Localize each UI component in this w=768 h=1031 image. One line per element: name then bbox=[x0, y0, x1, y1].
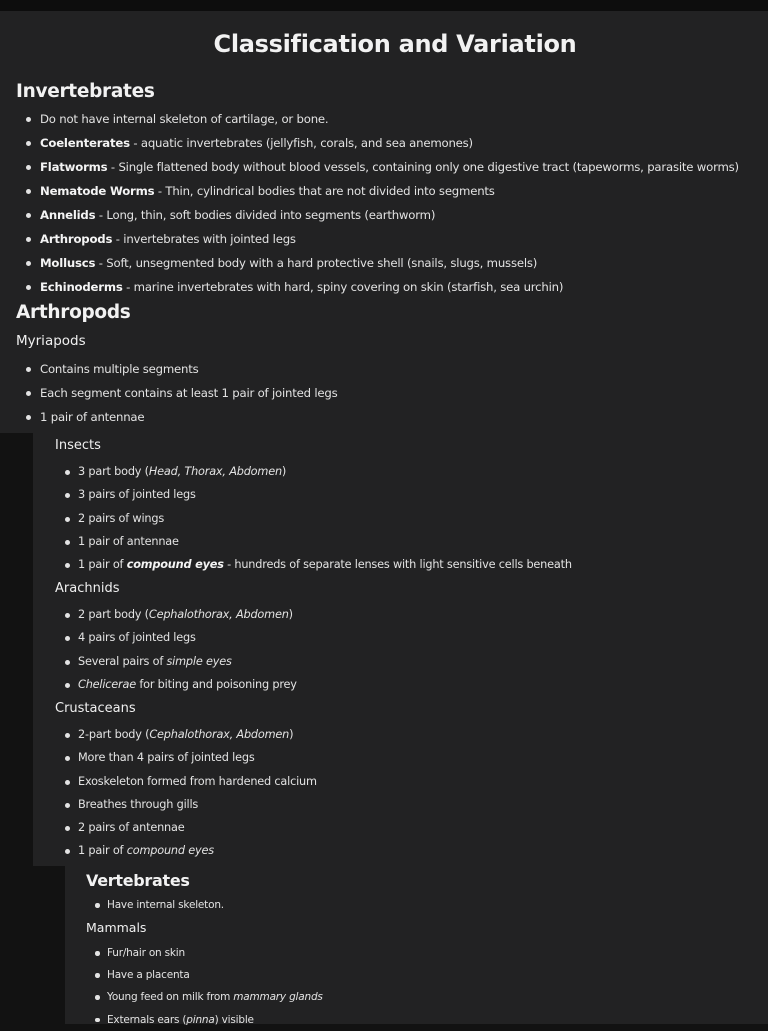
arachnids-list bbox=[0, 603, 297, 696]
list-item: Fur/hair on skin bbox=[0, 942, 323, 964]
list-item: 1 pair of antennae bbox=[0, 530, 572, 553]
vertebrates-heading: Vertebrates bbox=[86, 871, 190, 890]
list-item: Have internal skeleton. bbox=[0, 894, 224, 916]
list-item: Do not have internal skeleton of cartilage, or bone. bbox=[0, 107, 739, 131]
list-item: Exoskeleton formed from hardened calcium bbox=[0, 770, 317, 793]
myriapods-list bbox=[0, 357, 338, 429]
list-item: Nematode Worms - Thin, cylindrical bodies that are not divided into segments bbox=[0, 179, 739, 203]
crustaceans-heading: Crustaceans bbox=[55, 701, 136, 716]
list-item: 2 pairs of antennae bbox=[0, 816, 317, 839]
invertebrates-heading: Invertebrates bbox=[16, 81, 155, 102]
list-item: Echinoderms - marine invertebrates with hard, spiny covering on skin (starfish, sea urchin) bbox=[0, 275, 739, 299]
list-item: Breathes through gills bbox=[0, 793, 317, 816]
page-title: Classification and Variation bbox=[213, 30, 577, 58]
arachnids-heading: Arachnids bbox=[55, 581, 120, 596]
list-item: Young feed on milk from mammary glands bbox=[0, 986, 323, 1008]
insects-list bbox=[0, 460, 572, 576]
list-item: Flatworms - Single flattened body without blood vessels, containing only one digestive tract (tapeworms, parasite worms) bbox=[0, 155, 739, 179]
invertebrates-list bbox=[0, 107, 739, 299]
crustaceans-list bbox=[0, 723, 317, 863]
list-item: Coelenterates - aquatic invertebrates (jellyfish, corals, and sea anemones) bbox=[0, 131, 739, 155]
list-item: Molluscs - Soft, unsegmented body with a hard protective shell (snails, slugs, mussels) bbox=[0, 251, 739, 275]
list-item: 3 part body (Head, Thorax, Abdomen) bbox=[0, 460, 572, 483]
insects-heading: Insects bbox=[55, 438, 101, 453]
list-item: 1 pair of compound eyes bbox=[0, 839, 317, 862]
list-item: 1 pair of compound eyes - hundreds of separate lenses with light sensitive cells beneath bbox=[0, 553, 572, 576]
list-item: More than 4 pairs of jointed legs bbox=[0, 746, 317, 769]
list-item: Several pairs of simple eyes bbox=[0, 650, 297, 673]
list-item: 3 pairs of jointed legs bbox=[0, 483, 572, 506]
list-item: 1 pair of antennae bbox=[0, 405, 338, 429]
list-item: 2-part body (Cephalothorax, Abdomen) bbox=[0, 723, 317, 746]
mammals-heading: Mammals bbox=[86, 920, 147, 935]
list-item: Contains multiple segments bbox=[0, 357, 338, 381]
mammals-list bbox=[0, 942, 323, 1031]
top-bar bbox=[0, 0, 768, 11]
list-item: Each segment contains at least 1 pair of jointed legs bbox=[0, 381, 338, 405]
list-item: Annelids - Long, thin, soft bodies divided into segments (earthworm) bbox=[0, 203, 739, 227]
myriapods-heading: Myriapods bbox=[16, 333, 86, 349]
arthropods-heading: Arthropods bbox=[16, 302, 131, 323]
list-item: Have a placenta bbox=[0, 964, 323, 986]
list-item: Chelicerae for biting and poisoning prey bbox=[0, 673, 297, 696]
list-item: Arthropods - invertebrates with jointed legs bbox=[0, 227, 739, 251]
vertebrates-list bbox=[0, 894, 224, 916]
list-item: 2 part body (Cephalothorax, Abdomen) bbox=[0, 603, 297, 626]
list-item: Externals ears (pinna) visible bbox=[0, 1009, 323, 1031]
list-item: 2 pairs of wings bbox=[0, 507, 572, 530]
list-item: 4 pairs of jointed legs bbox=[0, 626, 297, 649]
